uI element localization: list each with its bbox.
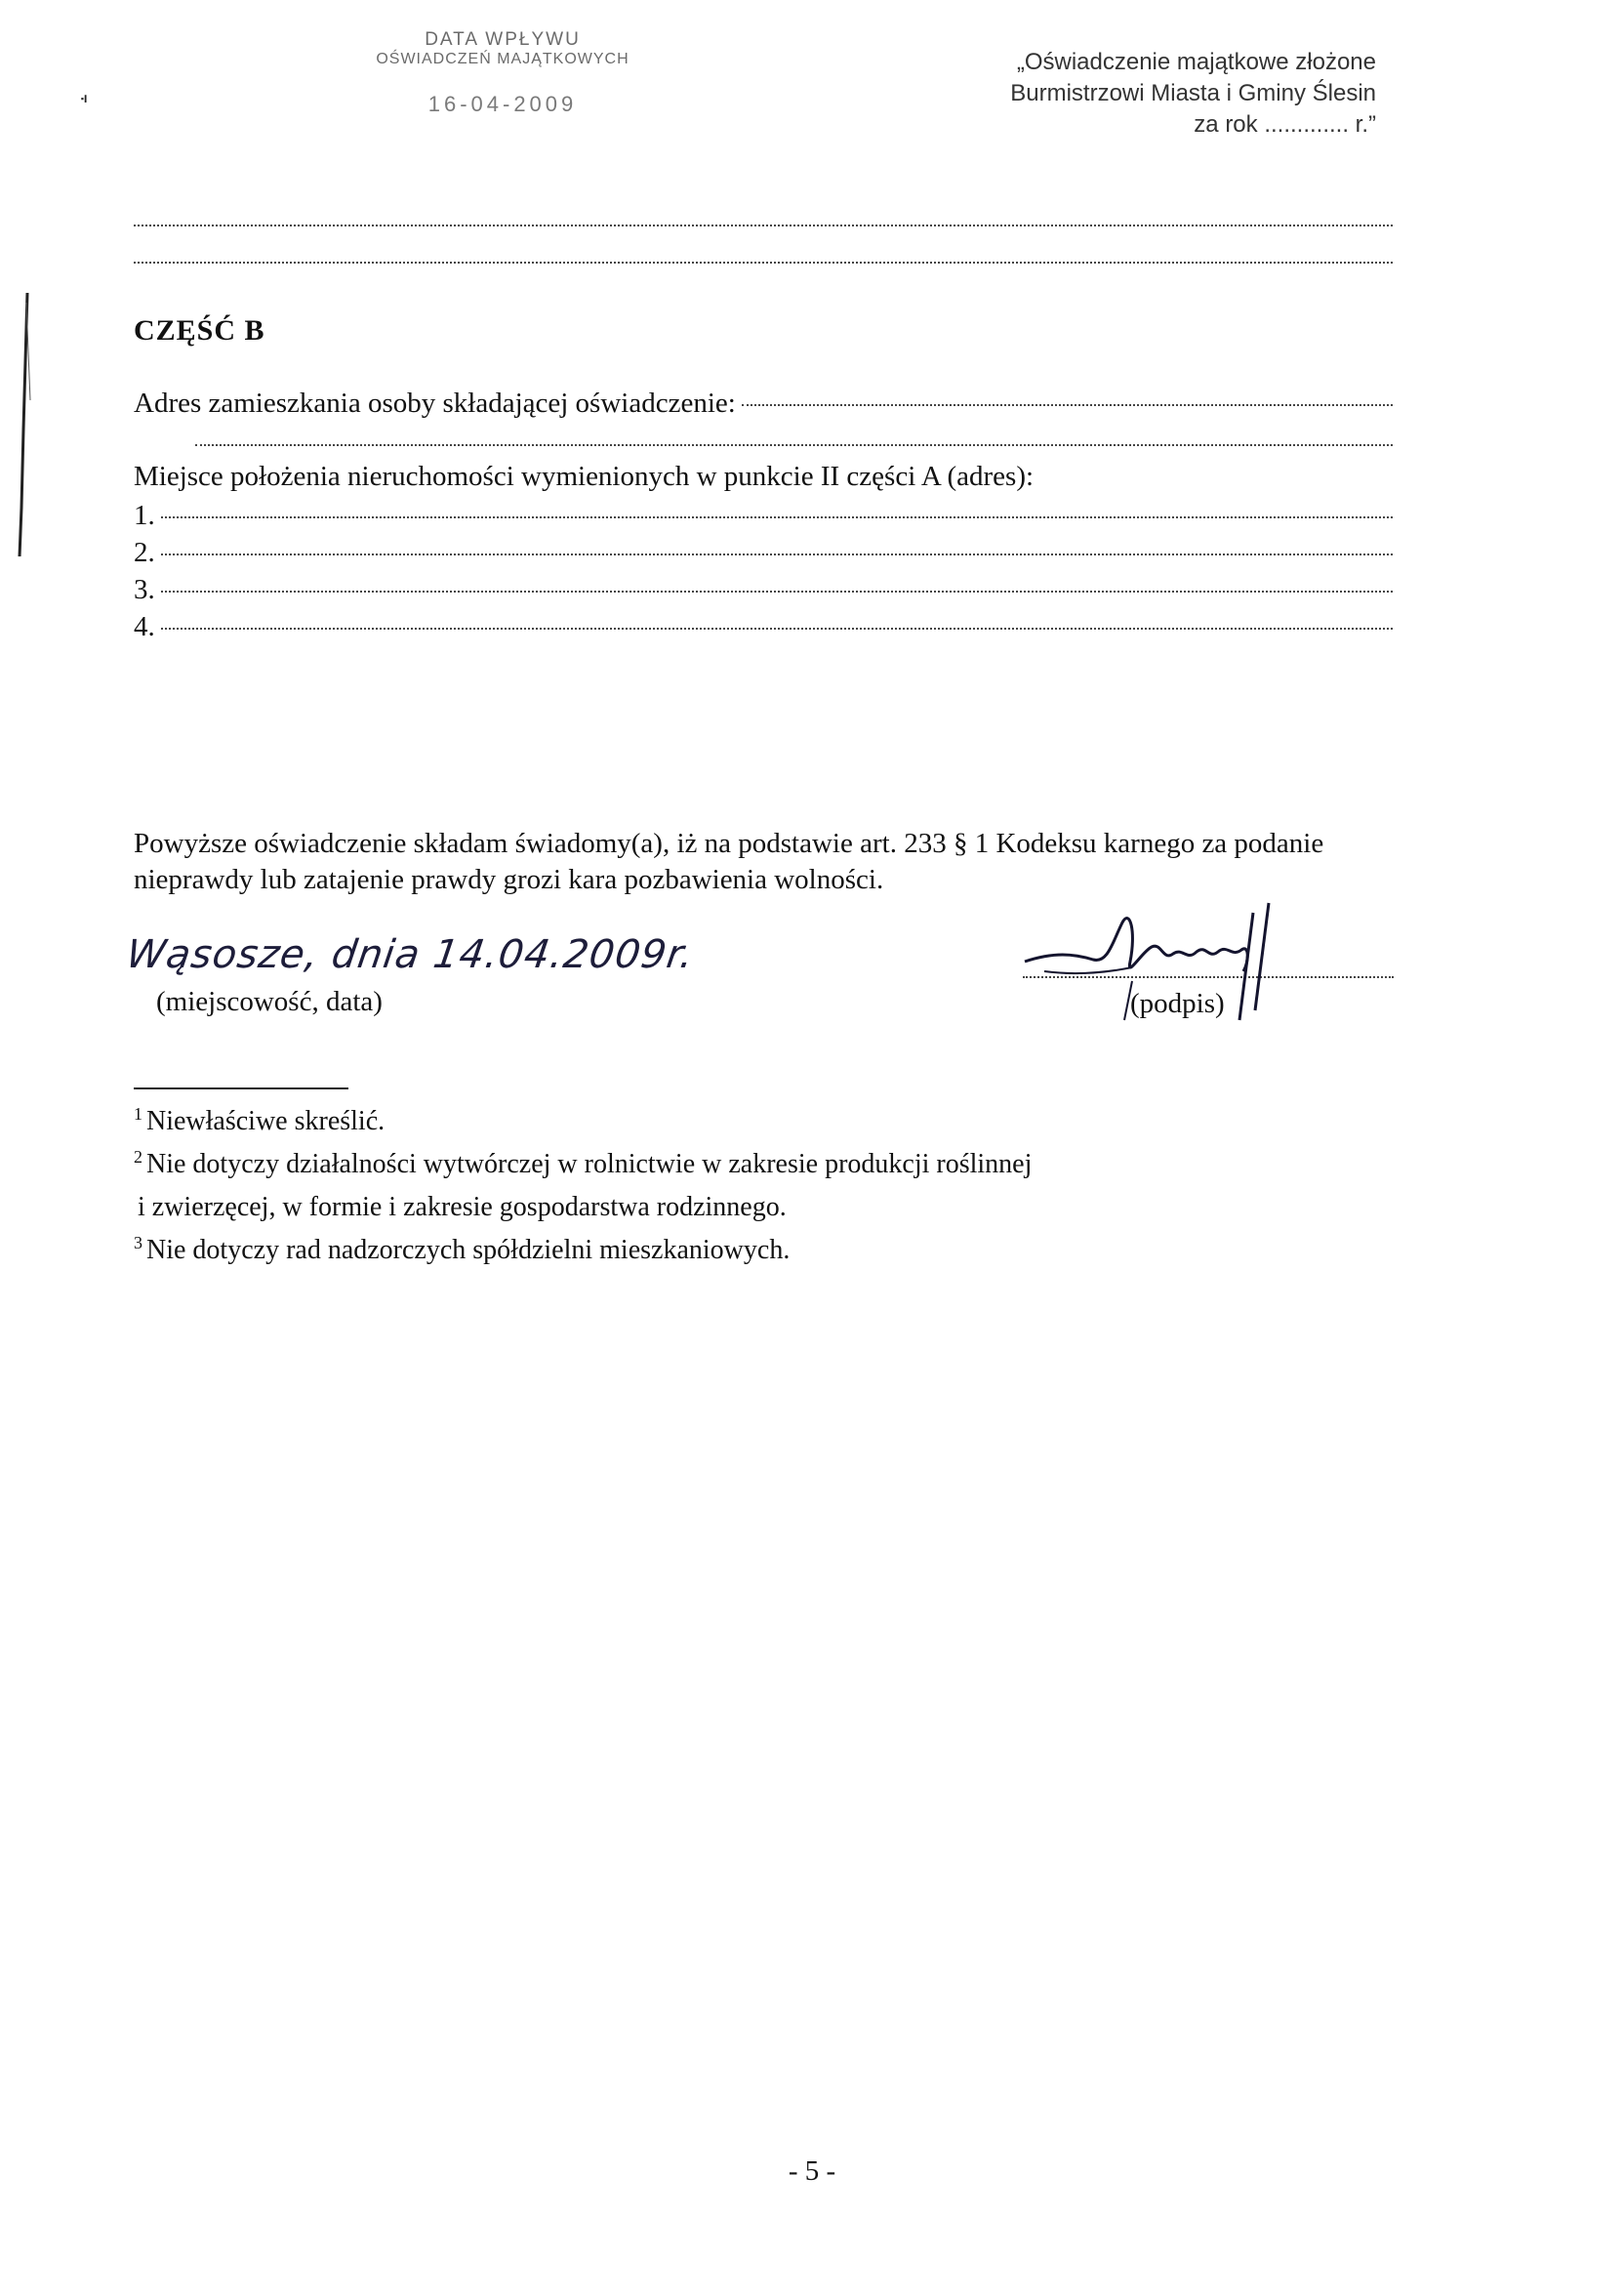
property-item	[134, 533, 1393, 572]
footnotes	[134, 1096, 1402, 1268]
page-number: - 5 -	[788, 2155, 836, 2187]
footnote-item	[134, 1139, 1402, 1182]
property-item-number: 4.	[134, 611, 155, 642]
property-item-blank	[161, 591, 1393, 593]
footnote-mark: 2	[134, 1147, 142, 1167]
footnote-mark: 1	[134, 1104, 142, 1124]
property-item	[134, 570, 1393, 609]
footnote-mark: 3	[134, 1233, 142, 1252]
footnote-item	[134, 1096, 1402, 1139]
stamp-subtitle: OŚWIADCZEŃ MAJĄTKOWYCH	[376, 51, 629, 67]
header-line-3: za rok ............. r.”	[1194, 111, 1376, 138]
footnote-text: Nie dotyczy rad nadzorczych spółdzielni mieszkaniowych.	[146, 1235, 791, 1265]
scan-margin-mark	[10, 283, 39, 576]
footnote-item	[134, 1225, 1402, 1268]
blank-line	[195, 444, 1393, 446]
section-title: CZĘŚĆ B	[134, 314, 265, 347]
blank-line	[134, 225, 1393, 226]
address-field	[134, 384, 1393, 423]
place-date-caption: (miejscowość, data)	[156, 986, 383, 1017]
blank-line	[134, 262, 1393, 264]
header-line-2: Burmistrzowi Miasta i Gminy Ślesin	[1010, 80, 1376, 106]
property-item	[134, 496, 1393, 535]
property-item-number: 2.	[134, 537, 155, 568]
footnote-text: Niewłaściwe skreślić.	[146, 1106, 386, 1136]
property-item	[134, 607, 1393, 646]
form-header	[986, 47, 1376, 141]
receipt-stamp	[322, 29, 683, 117]
property-item-number: 3.	[134, 574, 155, 605]
footnote-item	[134, 1182, 1402, 1225]
stamp-title: DATA WPŁYWU	[425, 29, 581, 50]
address-blank	[742, 404, 1393, 406]
property-item-blank	[161, 554, 1393, 555]
header-line-1: „Oświadczenie majątkowe złożone	[1016, 49, 1376, 75]
footnote-text: Nie dotyczy działalności wytwórczej w rolnictwie w zakresie produkcji roślinnej	[146, 1149, 1033, 1179]
declaration-text: Powyższe oświadczenie składam świadomy(a), iż na podstawie art. 233 § 1 Kodeksu karnego za podanie nieprawdy lub zatajenie prawdy grozi kara pozbawienia wolności.	[134, 828, 1324, 895]
property-item-number: 1.	[134, 500, 155, 531]
footnote-text: i zwierzęcej, w formie i zakresie gospodarstwa rodzinnego.	[138, 1192, 787, 1222]
property-item-list	[134, 496, 1393, 646]
stamp-date: 16-04-2009	[427, 92, 578, 116]
property-label: Miejsce położenia nieruchomości wymienionych w punkcie II części A (adres):	[134, 461, 1035, 492]
property-item-blank	[161, 516, 1393, 518]
property-item-blank	[161, 628, 1393, 630]
signature-caption: (podpis)	[1130, 988, 1225, 1019]
address-label: Adres zamieszkania osoby składającej oświadczenie:	[134, 388, 736, 419]
handwritten-place-date: Wąsosze, dnia 14.04.2009r.	[123, 932, 698, 977]
footnote-separator	[134, 1087, 348, 1089]
